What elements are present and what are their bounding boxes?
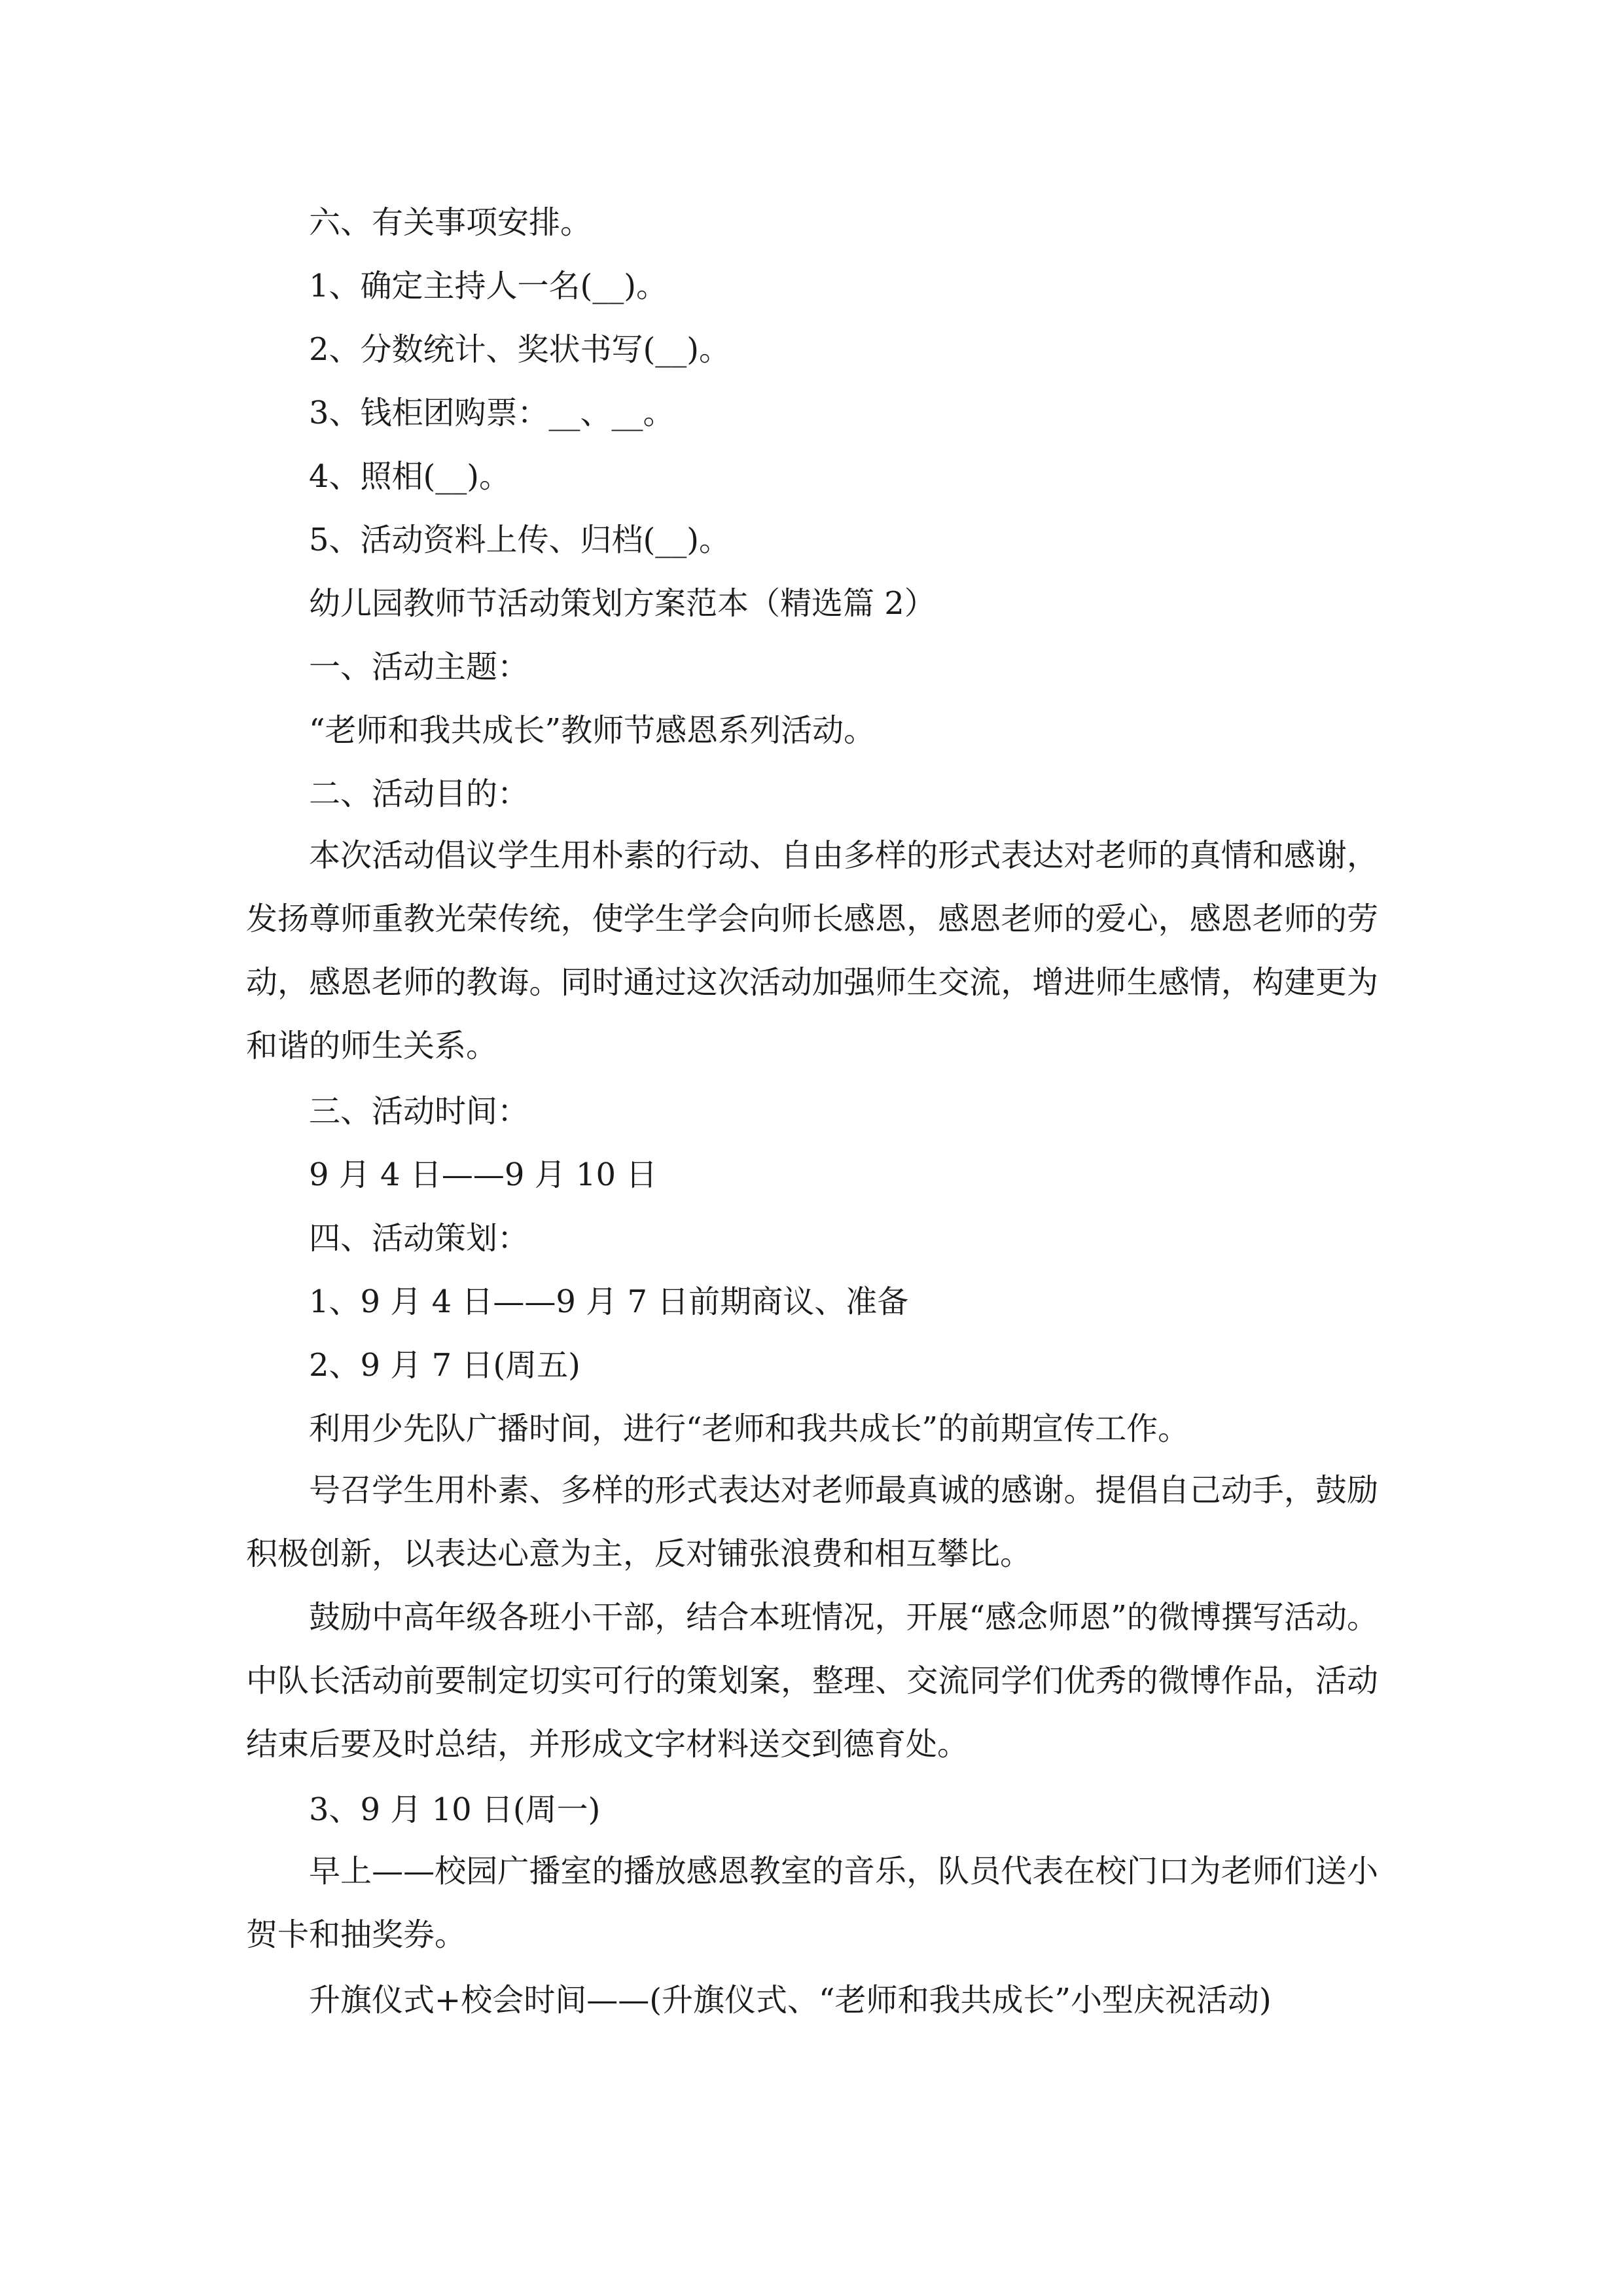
list-item: 2、分数统计、奖状书写(__)。: [309, 331, 730, 368]
paragraph: 升旗仪式+校会时间——(升旗仪式、“老师和我共成长”小型庆祝活动): [309, 1982, 1272, 2018]
paragraph: 号召学生用朴素、多样的形式表达对老师最真诚的感谢。提倡自己动手，鼓励积极创新，以表达心意为主，反对铺张浪费和相互攀比。: [246, 1472, 1378, 1572]
section-heading-arrangements: 六、有关事项安排。: [309, 204, 592, 241]
list-item: 1、确定主持人一名(__)。: [309, 268, 668, 304]
purpose-paragraph: 本次活动倡议学生用朴素的行动、自由多样的形式表达对老师的真情和感谢，发扬尊师重教光荣传统，使学生学会向师长感恩，感恩老师的爱心，感恩老师的劳动，感恩老师的教诲。同时通过这次活动加强师生交流，增进师生感情，构建更为和谐的师生关系。: [246, 837, 1378, 1064]
list-item: 4、照相(__)。: [309, 458, 510, 495]
time-text: 9 月 4 日——9 月 10 日: [309, 1157, 658, 1193]
document-title: 幼儿园教师节活动策划方案范本（精选篇 2）: [309, 585, 936, 622]
list-item: 5、活动资料上传、归档(__)。: [309, 522, 730, 558]
list-item: 3、钱柜团购票：__、__。: [309, 395, 675, 431]
list-item: 1、9 月 4 日——9 月 7 日前期商议、准备: [309, 1283, 909, 1320]
section-heading-purpose: 二、活动目的：: [309, 776, 529, 812]
list-item: 3、9 月 10 日(周一): [309, 1791, 601, 1828]
paragraph: 鼓励中高年级各班小干部，结合本班情况，开展“感念师恩”的微博撰写活动。中队长活动前要制定切实可行的策划案，整理、交流同学们优秀的微博作品，活动结束后要及时总结，并形成文字材料送交到德育处。: [246, 1599, 1378, 1763]
paragraph: 利用少先队广播时间，进行“老师和我共成长”的前期宣传工作。: [309, 1410, 1190, 1447]
theme-text: “老师和我共成长”教师节感恩系列活动。: [309, 712, 876, 749]
paragraph: 早上——校园广播室的播放感恩教室的音乐，队员代表在校门口为老师们送小贺卡和抽奖券。: [246, 1853, 1378, 1953]
section-heading-planning: 四、活动策划：: [309, 1220, 529, 1257]
section-heading-theme: 一、活动主题：: [309, 649, 529, 685]
section-heading-time: 三、活动时间：: [309, 1093, 529, 1130]
list-item: 2、9 月 7 日(周五): [309, 1347, 580, 1384]
